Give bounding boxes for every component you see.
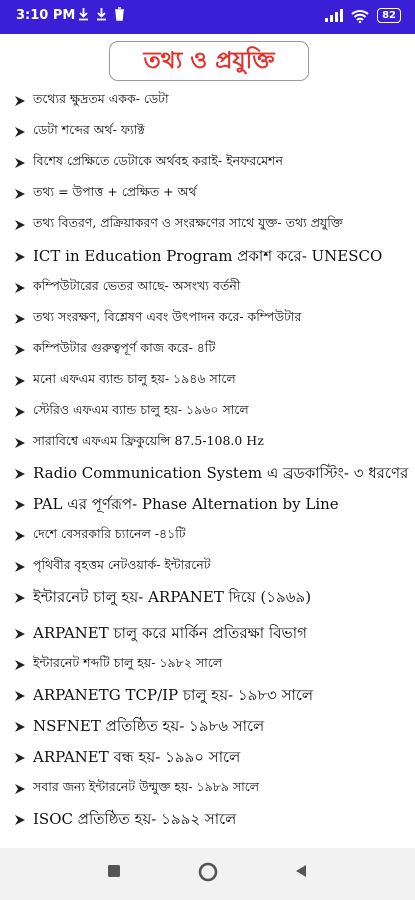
arrow-bullet-icon	[14, 437, 26, 449]
arrow-bullet-icon	[14, 406, 26, 418]
list-item	[14, 368, 409, 394]
wifi-icon	[351, 9, 369, 23]
list-item-text: ISOC প্রতিষ্ঠিত হয়- ১৯৯২ সালে	[33, 809, 237, 828]
list-item	[14, 776, 409, 802]
list-item	[14, 244, 409, 270]
list-item-text: ARPANET বন্ধ হয়- ১৯৯০ সালে	[33, 747, 241, 766]
list-item	[14, 337, 409, 363]
download-icon	[78, 7, 89, 21]
arrow-bullet-icon	[14, 282, 26, 294]
arrow-bullet-icon	[14, 721, 26, 733]
list-item-text: মনো এফএম ব্যান্ড চালু হয়- ১৯৪৬ সালে	[33, 371, 236, 386]
list-item-text: বিশেষ প্রেক্ষিতে ডেটাকে অর্থবহ করাই- ইনফরমেশন	[33, 153, 283, 168]
list-item-text: স্টেরিও এফএম ব্যান্ড চালু হয়- ১৯৬০ সালে	[33, 402, 249, 417]
arrow-bullet-icon	[14, 690, 26, 702]
list-item	[14, 492, 409, 518]
arrow-bullet-icon	[14, 126, 26, 138]
list-item-text: কম্পিউটার গুরুত্বপূর্ণ কাজ করে- ৪টি	[33, 340, 216, 355]
status-bar	[0, 0, 415, 34]
list-item	[14, 683, 409, 709]
battery-indicator: 82	[377, 8, 401, 23]
arrow-bullet-icon	[14, 251, 26, 263]
list-item-text: সবার জন্য ইন্টারনেট উন্মুক্ত হয়- ১৯৮৯ সালে	[33, 779, 260, 794]
list-item-text: ডেটা শব্দের অর্থ- ফ্যাক্ট	[33, 122, 145, 137]
back-button[interactable]	[294, 864, 308, 878]
list-item	[14, 430, 409, 456]
list-item	[14, 181, 409, 207]
list-item-text: তথ্য সংরক্ষণ, বিশ্লেষণ এবং উৎপাদন করে- কম্পিউটার	[33, 309, 302, 324]
list-item	[14, 306, 409, 332]
list-item	[14, 88, 409, 114]
list-item-text: তথ্য = উপাত্ত + প্রেক্ষিত + অর্থ	[33, 184, 197, 199]
list-item	[14, 399, 409, 425]
list-item	[14, 585, 409, 611]
list-item	[14, 807, 409, 833]
list-item-text: ARPANET চালু করে মার্কিন প্রতিরক্ষা বিভাগ	[33, 623, 307, 642]
download-icon	[96, 7, 107, 21]
navigation-bar	[0, 848, 415, 900]
arrow-bullet-icon	[14, 814, 26, 826]
arrow-bullet-icon	[14, 95, 26, 107]
list-item	[14, 119, 409, 145]
list-item-text: কম্পিউটারের ভেতর আছে- অসংখ্য বর্তনী	[33, 278, 241, 293]
trash-icon	[114, 7, 125, 21]
list-item-text: সারাবিশ্বে এফএম ফ্রিকুয়েন্সি 87.5-108.0 Hz	[33, 433, 264, 448]
signal-icon	[325, 9, 343, 22]
list-item	[14, 212, 409, 238]
arrow-bullet-icon	[14, 344, 26, 356]
list-item	[14, 745, 409, 771]
list-item	[14, 523, 409, 549]
page-title-text: তথ্য ও প্রযুক্তি	[143, 47, 275, 74]
list-item-text: দেশে বেসরকারি চ্যানেল -৪১টি	[33, 526, 186, 541]
list-item-text: PAL এর পূর্ণরূপ- Phase Alternation by Line	[33, 494, 339, 513]
arrow-bullet-icon	[14, 783, 26, 795]
list-item	[14, 714, 409, 740]
arrow-bullet-icon	[14, 659, 26, 671]
arrow-bullet-icon	[14, 592, 26, 604]
list-item	[14, 652, 409, 678]
arrow-bullet-icon	[14, 375, 26, 387]
home-button[interactable]	[198, 862, 218, 882]
recents-button[interactable]	[107, 864, 121, 878]
list-item-text: ইন্টারনেট শব্দটি চালু হয়- ১৯৮২ সালে	[33, 655, 223, 670]
list-item-text: ARPANETG TCP/IP চালু হয়- ১৯৮৩ সালে	[33, 685, 314, 704]
list-item	[14, 150, 409, 176]
arrow-bullet-icon	[14, 530, 26, 542]
list-item-text: তথ্য বিতরণ, প্রক্রিয়াকরণ ও সংরক্ষণের সাথে যুক্ত- তথ্য প্রযুক্তি	[33, 215, 343, 230]
arrow-bullet-icon	[14, 313, 26, 325]
list-item	[14, 554, 409, 580]
arrow-bullet-icon	[14, 628, 26, 640]
arrow-bullet-icon	[14, 219, 26, 231]
list-item-text: ইন্টারনেট চালু হয়- ARPANET দিয়ে (১৯৬৯)	[33, 587, 312, 606]
list-item	[14, 461, 409, 487]
arrow-bullet-icon	[14, 752, 26, 764]
list-item-text: NSFNET প্রতিষ্ঠিত হয়- ১৯৮৬ সালে	[33, 716, 265, 735]
notification-icons	[78, 7, 125, 21]
page-title	[109, 41, 309, 81]
arrow-bullet-icon	[14, 561, 26, 573]
arrow-bullet-icon	[14, 499, 26, 511]
list-item-text: Radio Communication System এ ব্রডকাস্টিং- ৩ ধরণের	[33, 463, 409, 482]
arrow-bullet-icon	[14, 468, 26, 480]
list-item	[14, 621, 409, 647]
arrow-bullet-icon	[14, 188, 26, 200]
list-item-text: ICT in Education Program প্রকাশ করে- UNESCO	[33, 246, 383, 265]
fact-list[interactable]	[0, 88, 415, 843]
list-item	[14, 275, 409, 301]
list-item-text: তথ্যের ক্ষুদ্রতম একক- ডেটা	[33, 91, 169, 106]
status-time: 3:10 PM	[16, 8, 76, 23]
list-item-text: পৃথিবীর বৃহত্তম নেটওয়ার্ক- ইন্টারনেট	[33, 557, 211, 572]
arrow-bullet-icon	[14, 157, 26, 169]
